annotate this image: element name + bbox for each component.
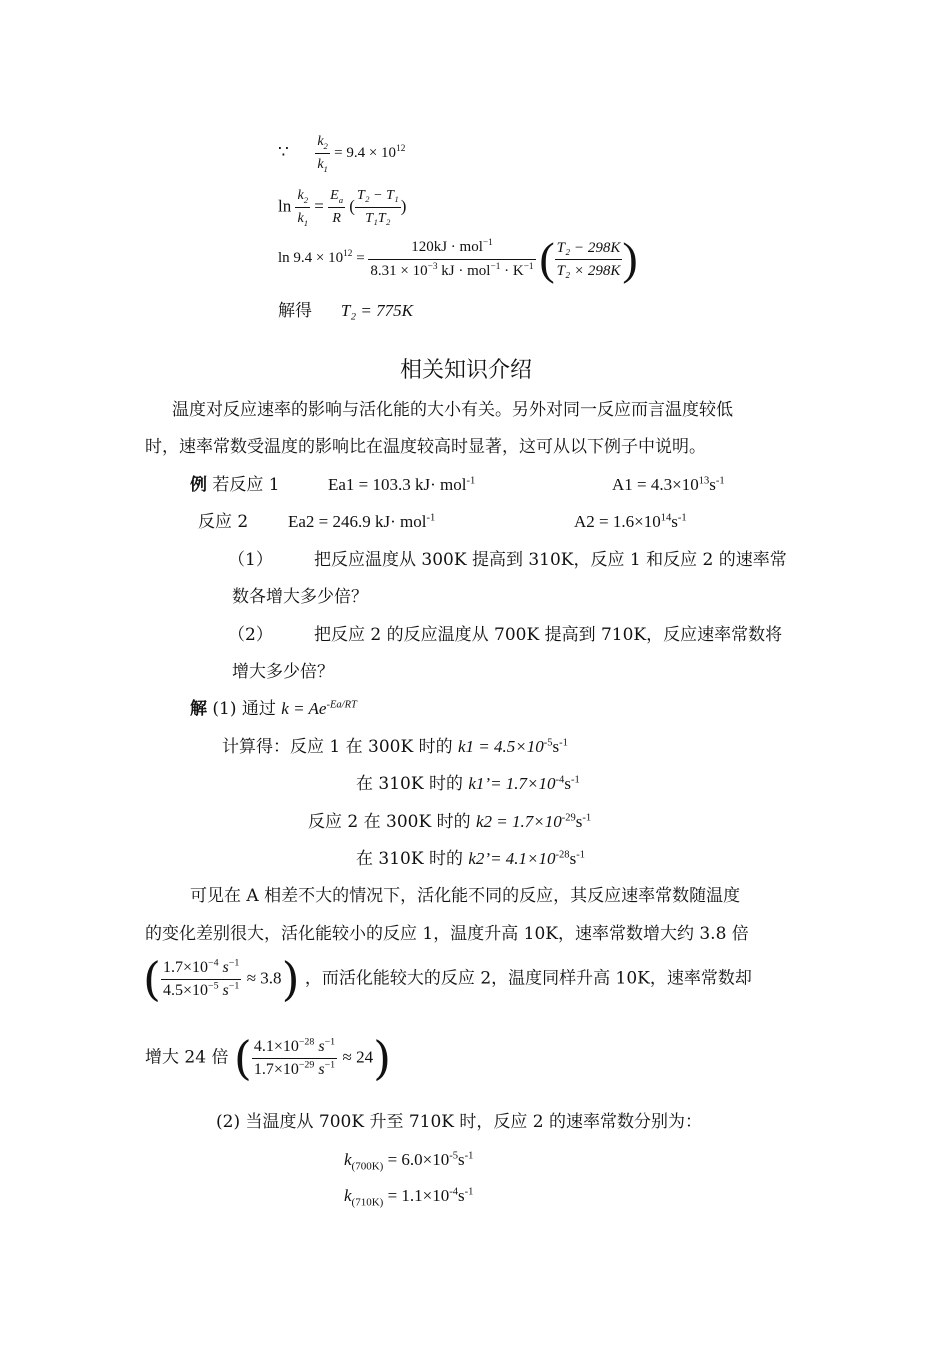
r1-a: $A1 = 4.3\times 10^{13}s^{-1}$ bbox=[612, 475, 725, 494]
calc-line-4: 在 310K 时的 k2’= $4.1\times 10^{-28}s^{-1}$ bbox=[356, 849, 585, 869]
r2-ea: Ea2 = 246.9 kJ· mol$^{-1}$ bbox=[288, 512, 436, 531]
eq3-lhs: $\ln 9.4 \times 10^{12}$ bbox=[278, 249, 353, 267]
section-title: 相关知识介绍 bbox=[400, 358, 533, 383]
part-2-line: (2) 当温度从 700K 升至 710K 时，反应 2 的速率常数分别为： bbox=[216, 1112, 703, 1132]
ratio-value: = $9.4 \times 10^{12}$ bbox=[334, 144, 406, 162]
question-1-number: （1） bbox=[228, 550, 273, 570]
intro-line-2: 时，速率常数受温度的影响比在温度较高时显著，这可从以下例子中说明。 bbox=[145, 437, 706, 457]
ea-r-fraction: $\frac{E_a}{R}$ bbox=[330, 188, 344, 226]
eq3-temp-fraction: $\frac{\text{T₂ − 298K}}{\text{T₂ × 298K}}$ bbox=[556, 239, 621, 279]
eq-ratio bbox=[278, 132, 405, 175]
calc-line-3: 反应 2 在 300K 时的 $k2 = 1.7\times 10^{-29}s^{-1}$ bbox=[308, 812, 592, 832]
question-1-line-1: 把反应温度从 300K 提高到 310K，反应 1 和反应 2 的速率常 bbox=[314, 550, 787, 570]
example-reaction-1: 例 若反应 1 bbox=[190, 475, 280, 495]
conclusion-line-4: 增大 24 倍 ( $\frac{4.1\times 10^{-28} s^{-1}}{1.7\times 10^{-29} s^{-1}}$ ≈ 24) bbox=[145, 1031, 392, 1085]
question-1-line-2: 数各增大多少倍？ bbox=[232, 587, 368, 607]
conclusion-line-2: 的变化差别很大，活化能较小的反应 1，温度升高 10K，速率常数增大约 3.8 倍 bbox=[145, 924, 749, 944]
conclusion-line-3: ( $\frac{1.7\times 10^{-4} s^{-1}}{4.5\times 10^{-5} s^{-1}}$ ≈ 3.8) ，而活化能较大的反应 2，温度同样升高 10K，速率常数却 bbox=[143, 952, 752, 1006]
question-2-line-2: 增大多少倍？ bbox=[232, 662, 334, 682]
eq3-fraction: $\frac{120kJ \cdot mol^{-1}}{8.31 \times 10^{-3} kJ \cdot mol^{-1} \cdot K^{-1}}$ bbox=[370, 238, 534, 279]
solve-line: 解得 T₂ = 775K bbox=[278, 301, 413, 321]
calc-line-2: 在 310K 时的 k1’= $1.7\times 10^{-4}s^{-1}$ bbox=[356, 774, 580, 794]
solution-step-1: 解 (1) 通过 $k = Ae^{-Ea/RT}$ bbox=[190, 699, 357, 719]
ratio-fraction: $\frac{k_2}{k_1}$ bbox=[317, 134, 328, 174]
example-reaction-2: 反应 2 bbox=[198, 512, 249, 532]
because-symbol: ∵ bbox=[278, 142, 289, 162]
ratio-fraction-2: $\frac{4.1\times 10^{-28} s^{-1}}{1.7\times 10^{-29} s^{-1}}$ bbox=[253, 1036, 336, 1078]
temp-fraction: $\frac{\text{T₂ − T₁}}{\text{T₁T₂}}$ bbox=[356, 188, 399, 226]
r1-ea: Ea1 = 103.3 kJ· mol$^{-1}$ bbox=[328, 475, 476, 494]
eq-ln: ln $\frac{k_2}{k_1}$ = $\frac{E_a}{R}$ ( $\frac{\text{T₂ − T₁}}{\text{T₁T₂}}$ ) bbox=[278, 188, 407, 228]
question-2-line-1: 把反应 2 的反应温度从 700K 提高到 710K，反应速率常数将 bbox=[314, 625, 783, 645]
intro-line-1: 温度对反应速率的影响与活化能的大小有关。另外对同一反应而言温度较低 bbox=[172, 400, 733, 420]
conclusion-line-1: 可见在 A 相差不大的情况下，活化能不同的反应，其反应速率常数随温度 bbox=[190, 886, 741, 906]
k-710: $k_{(710K)} = 1.1\times 10^{-4}s^{-1}$ bbox=[344, 1186, 474, 1209]
ln-ratio-fraction: $\frac{k_2}{k_1}$ bbox=[297, 188, 309, 228]
k-700: $k_{(700K)} = 6.0\times 10^{-5}s^{-1}$ bbox=[344, 1150, 474, 1173]
question-2-number: （2） bbox=[228, 625, 273, 645]
calc-line-1: 计算得：反应 1 在 300K 时的 $k1 = 4.5\times 10^{-5}s^{-1}$ bbox=[222, 737, 568, 757]
r2-a: $A2 = 1.6\times 10^{14}s^{-1}$ bbox=[574, 512, 687, 531]
ratio-fraction-1: $\frac{1.7\times 10^{-4} s^{-1}}{4.5\times 10^{-5} s^{-1}}$ bbox=[162, 957, 240, 999]
arrhenius-formula: $k = Ae^{-Ea/RT}$ bbox=[281, 699, 357, 718]
eq-numeric: $\ln 9.4 \times 10^{12}$ = $\frac{120kJ \cdot mol^{-1}}{8.31 \times 10^{-3} kJ \cdot mol^{-1} \cdot K^{-1}}$ ( $\frac{\text{T₂ − 298K}}{\text{T₂ × 298K}}$ ) bbox=[278, 233, 638, 284]
